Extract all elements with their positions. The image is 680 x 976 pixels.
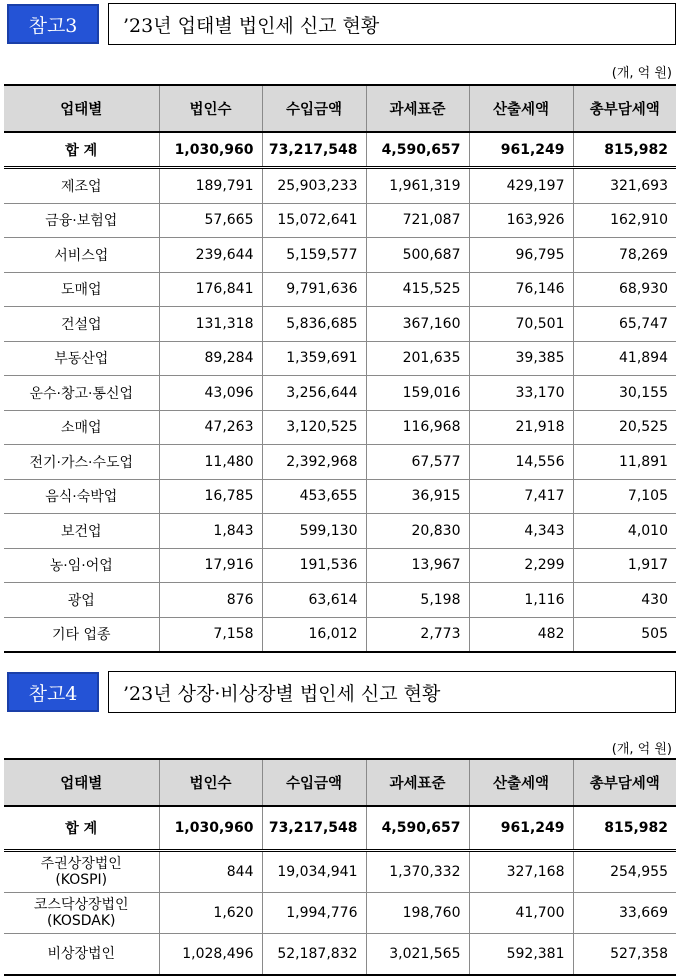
listing-type-label: 코스닥상장법인 [33,897,129,913]
listing-market-label: (KOSDAK) [46,913,116,929]
value-cell: 453,655 [262,479,366,514]
value-cell: 41,894 [573,341,676,376]
table-row [4,341,676,376]
value-cell: 163,926 [469,203,573,238]
table-row [4,272,676,307]
value-cell: 2,773 [366,617,469,652]
value-cell: 321,693 [573,168,676,204]
value-cell: 3,021,565 [366,934,469,976]
value-cell: 198,760 [366,893,469,934]
total-cell: 73,217,548 [262,132,366,168]
reference-badge: 참고4 [7,672,99,712]
value-cell: 11,480 [159,445,262,480]
value-cell: 131,318 [159,307,262,342]
total-row [4,806,676,851]
value-cell: 201,635 [366,341,469,376]
value-cell: 2,392,968 [262,445,366,480]
value-cell: 17,916 [159,548,262,583]
value-cell: 76,146 [469,272,573,307]
value-cell: 527,358 [573,934,676,976]
value-cell: 5,159,577 [262,238,366,273]
value-cell: 33,170 [469,376,573,411]
value-cell: 116,968 [366,410,469,445]
value-cell: 78,269 [573,238,676,273]
column-header: 법인수 [159,85,262,132]
value-cell: 721,087 [366,203,469,238]
total-cell: 1,030,960 [159,132,262,168]
table-row [4,307,676,342]
industry-name-cell: 보건업 [4,514,159,549]
value-cell: 20,830 [366,514,469,549]
total-cell: 73,217,548 [262,806,366,851]
column-header: 총부담세액 [573,759,676,806]
table-header-row [4,759,676,806]
industry-tax-table [4,84,676,653]
value-cell: 3,120,525 [262,410,366,445]
value-cell: 19,034,941 [262,851,366,893]
value-cell: 20,525 [573,410,676,445]
industry-name-cell: 음식·숙박업 [4,479,159,514]
value-cell: 21,918 [469,410,573,445]
value-cell: 1,359,691 [262,341,366,376]
section-header [0,668,680,718]
value-cell: 4,010 [573,514,676,549]
table-row [4,548,676,583]
column-header: 수입금액 [262,759,366,806]
value-cell: 11,891 [573,445,676,480]
table-row [4,168,676,204]
value-cell: 500,687 [366,238,469,273]
value-cell: 89,284 [159,341,262,376]
value-cell: 327,168 [469,851,573,893]
value-cell: 159,016 [366,376,469,411]
value-cell: 14,556 [469,445,573,480]
unit-label: (개, 억 원) [611,742,672,757]
value-cell: 1,116 [469,583,573,618]
industry-name-cell: 농·임·어업 [4,548,159,583]
value-cell: 1,370,332 [366,851,469,893]
total-cell: 4,590,657 [366,806,469,851]
value-cell: 39,385 [469,341,573,376]
table-row [4,238,676,273]
value-cell: 3,256,644 [262,376,366,411]
value-cell: 176,841 [159,272,262,307]
unit-label: (개, 억 원) [611,66,672,81]
listing-type-label: 주권상장법인 [40,856,122,872]
value-cell: 1,028,496 [159,934,262,976]
value-cell: 254,955 [573,851,676,893]
industry-name-cell: 도매업 [4,272,159,307]
table-row [4,410,676,445]
value-cell: 43,096 [159,376,262,411]
value-cell: 9,791,636 [262,272,366,307]
column-header: 산출세액 [469,85,573,132]
value-cell: 1,917 [573,548,676,583]
column-header: 총부담세액 [573,85,676,132]
industry-name-cell: 부동산업 [4,341,159,376]
industry-name-cell: 제조업 [4,168,159,204]
value-cell: 15,072,641 [262,203,366,238]
value-cell: 5,836,685 [262,307,366,342]
value-cell: 33,669 [573,893,676,934]
table-row [4,893,676,934]
value-cell: 63,614 [262,583,366,618]
value-cell: 7,158 [159,617,262,652]
value-cell: 1,961,319 [366,168,469,204]
table-header-row [4,85,676,132]
value-cell: 52,187,832 [262,934,366,976]
value-cell: 13,967 [366,548,469,583]
total-label: 합 계 [4,132,159,168]
table-row [4,376,676,411]
value-cell: 415,525 [366,272,469,307]
value-cell: 1,843 [159,514,262,549]
industry-name-cell: 서비스업 [4,238,159,273]
column-header: 법인수 [159,759,262,806]
value-cell: 36,915 [366,479,469,514]
industry-name-cell: 기타 업종 [4,617,159,652]
total-cell: 815,982 [573,132,676,168]
section-title: ’23년 상장·비상장별 법인세 신고 현황 [108,671,676,713]
table-row [4,514,676,549]
listing-type-label: 비상장법인 [47,946,116,962]
total-row [4,132,676,168]
column-header: 업태별 [4,85,159,132]
total-cell: 961,249 [469,132,573,168]
value-cell: 429,197 [469,168,573,204]
value-cell: 16,785 [159,479,262,514]
listing-market-label: (KOSPI) [55,872,108,888]
total-cell: 4,590,657 [366,132,469,168]
value-cell: 430 [573,583,676,618]
table-row [4,203,676,238]
column-header: 과세표준 [366,759,469,806]
listing-type-cell [4,851,159,893]
value-cell: 4,343 [469,514,573,549]
reference-badge: 참고3 [7,4,99,44]
table-row [4,583,676,618]
value-cell: 367,160 [366,307,469,342]
value-cell: 592,381 [469,934,573,976]
section-title: ’23년 업태별 법인세 신고 현황 [108,3,676,45]
value-cell: 16,012 [262,617,366,652]
value-cell: 1,994,776 [262,893,366,934]
value-cell: 70,501 [469,307,573,342]
value-cell: 482 [469,617,573,652]
industry-name-cell: 운수·창고·통신업 [4,376,159,411]
section-listing [0,668,680,962]
industry-name-cell: 광업 [4,583,159,618]
column-header: 과세표준 [366,85,469,132]
value-cell: 5,198 [366,583,469,618]
value-cell: 2,299 [469,548,573,583]
column-header: 산출세액 [469,759,573,806]
table-row [4,479,676,514]
section-header [0,0,680,50]
industry-name-cell: 건설업 [4,307,159,342]
value-cell: 239,644 [159,238,262,273]
value-cell: 7,417 [469,479,573,514]
listing-type-cell [4,893,159,934]
value-cell: 57,665 [159,203,262,238]
value-cell: 68,930 [573,272,676,307]
total-cell: 961,249 [469,806,573,851]
total-cell: 1,030,960 [159,806,262,851]
total-cell: 815,982 [573,806,676,851]
listing-tax-table [4,758,676,976]
industry-name-cell: 전기·가스·수도업 [4,445,159,480]
industry-name-cell: 소매업 [4,410,159,445]
value-cell: 7,105 [573,479,676,514]
table-row [4,851,676,893]
value-cell: 65,747 [573,307,676,342]
industry-name-cell: 금융·보험업 [4,203,159,238]
value-cell: 844 [159,851,262,893]
value-cell: 505 [573,617,676,652]
value-cell: 96,795 [469,238,573,273]
value-cell: 47,263 [159,410,262,445]
column-header: 수입금액 [262,85,366,132]
table-row [4,617,676,652]
value-cell: 876 [159,583,262,618]
column-header: 업태별 [4,759,159,806]
value-cell: 1,620 [159,893,262,934]
value-cell: 30,155 [573,376,676,411]
value-cell: 67,577 [366,445,469,480]
value-cell: 25,903,233 [262,168,366,204]
value-cell: 599,130 [262,514,366,549]
value-cell: 41,700 [469,893,573,934]
table-row [4,445,676,480]
total-label: 합 계 [4,806,159,851]
value-cell: 162,910 [573,203,676,238]
value-cell: 191,536 [262,548,366,583]
value-cell: 189,791 [159,168,262,204]
